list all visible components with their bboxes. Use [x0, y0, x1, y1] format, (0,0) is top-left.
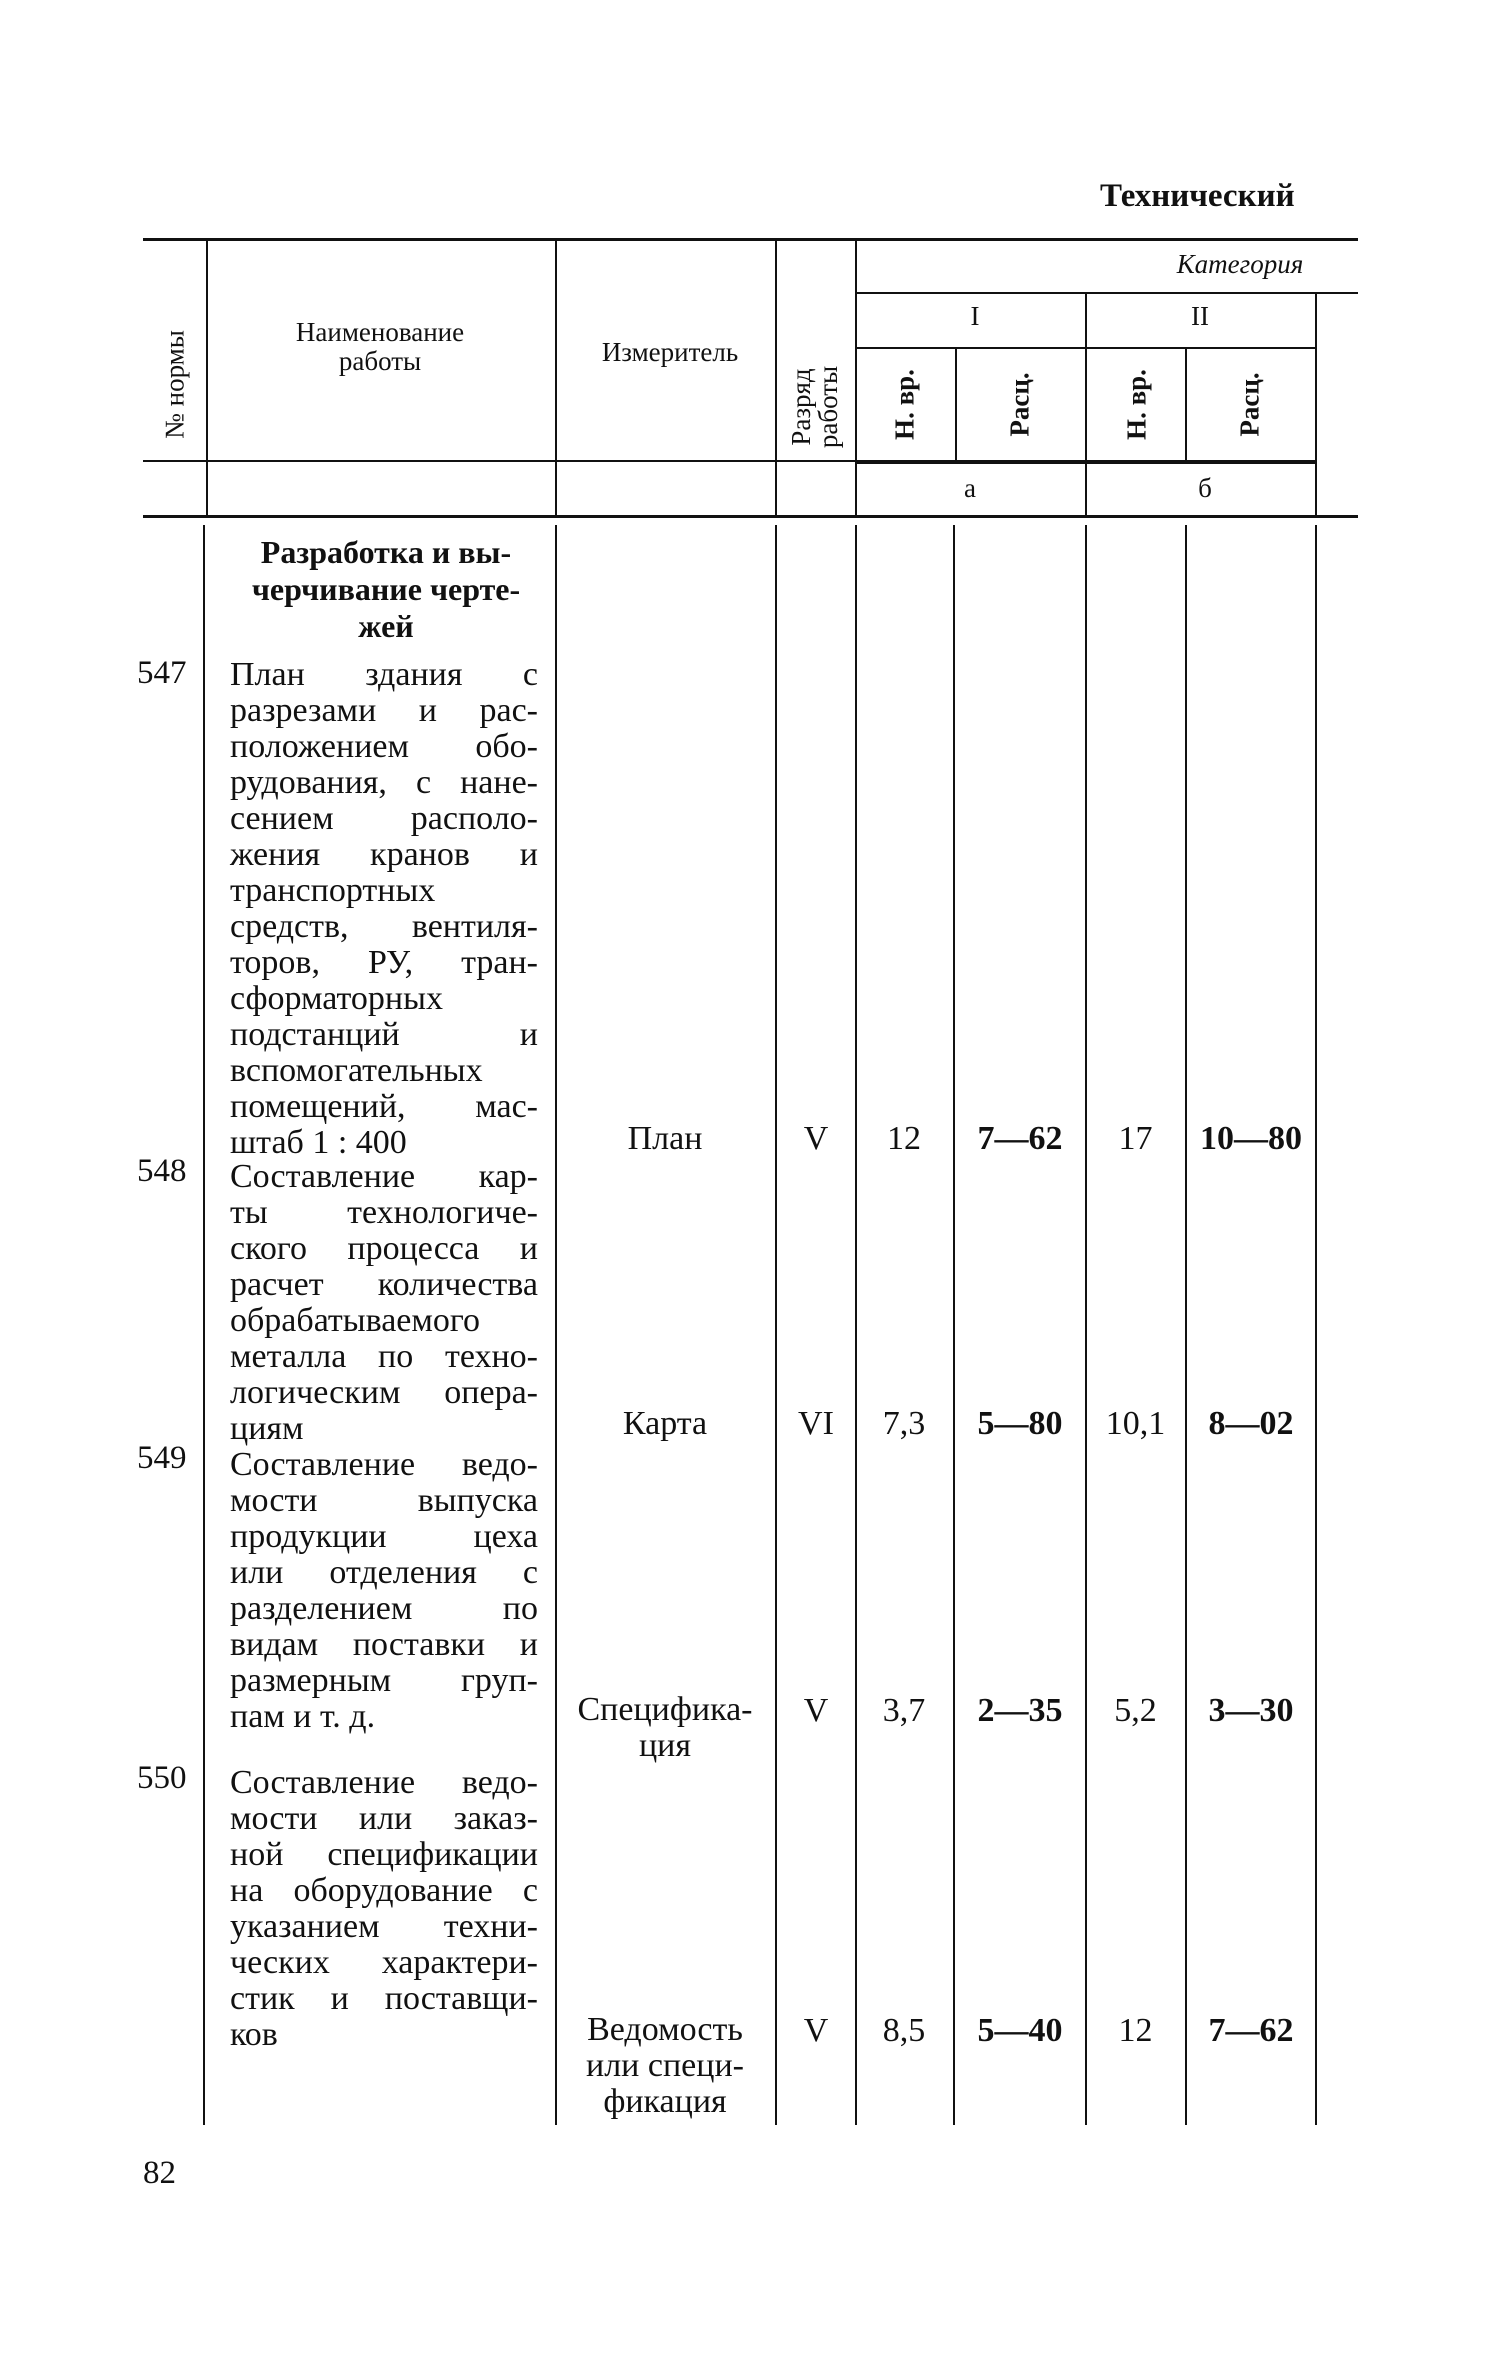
desc-line: транспортных	[230, 872, 436, 909]
unit-line: Ведомость	[587, 2011, 743, 2048]
row-description	[230, 657, 538, 1161]
desc-line: Составление ведо-	[230, 1446, 538, 1483]
section-title-line: Разработка и вы-	[260, 534, 512, 570]
desc-line: на оборудование с	[230, 1872, 538, 1909]
desc-line: ческих характери-	[230, 1944, 538, 1981]
desc-line: положением обо-	[230, 728, 538, 765]
desc-line: видам поставки и	[230, 1626, 538, 1663]
page-number: 82	[143, 2155, 176, 2191]
unit-line: ция	[638, 1727, 692, 1764]
desc-line: жения кранов и	[230, 836, 538, 873]
cell-rate-1: 5—80	[977, 1405, 1063, 1442]
row-description	[230, 1765, 538, 2053]
vline-h-3	[775, 241, 777, 515]
section-title	[236, 534, 536, 645]
table-top-rule	[143, 238, 1358, 241]
cell-grade: VI	[798, 1405, 834, 1442]
vline-h-8	[1185, 349, 1187, 460]
cell-time-2: 5,2	[1114, 1692, 1157, 1729]
desc-line: указанием техни-	[230, 1908, 538, 1945]
cell-unit	[560, 1692, 770, 1764]
section-title-line: жей	[358, 608, 414, 644]
desc-line: торов, РУ, тран-	[230, 944, 538, 981]
cell-rate-2: 3—30	[1208, 1692, 1294, 1729]
desc-line: рудования, с нане-	[230, 764, 538, 801]
page-header-title: Технический	[1100, 178, 1295, 214]
desc-line: металла по техно-	[230, 1338, 538, 1375]
unit-line: Специфика-	[577, 1691, 753, 1728]
desc-line: циям	[230, 1410, 304, 1447]
header-sub-b: б	[1198, 473, 1212, 503]
unit-line: фикация	[603, 2083, 727, 2120]
vline-h-6	[1315, 294, 1317, 515]
category-rule	[855, 292, 1358, 294]
header-cat2: II	[1191, 301, 1209, 331]
desc-line: логическим опера-	[230, 1374, 538, 1411]
cell-rate-2: 8—02	[1208, 1405, 1294, 1442]
desc-line: мости выпуска	[230, 1482, 538, 1519]
desc-line: ков	[230, 2016, 278, 2053]
cell-unit: Карта	[622, 1405, 708, 1442]
desc-line: ты технологиче-	[230, 1194, 538, 1231]
vline-h-4	[855, 241, 857, 515]
cell-unit	[560, 2012, 770, 2120]
header-time-2: Н. вр.	[1121, 369, 1152, 440]
desc-line: вспомогательных	[230, 1052, 483, 1089]
section-title-line: черчивание черте-	[251, 571, 521, 607]
desc-line: стик и поставщи-	[230, 1980, 538, 2017]
cell-grade: V	[803, 2012, 829, 2049]
desc-line: продукции цеха	[230, 1518, 538, 1555]
header-category: Категория	[1176, 249, 1304, 279]
header-grade: Разряд работы	[786, 365, 843, 449]
vline-b-6	[1085, 525, 1087, 2125]
vline-b-3	[775, 525, 777, 2125]
header-sub-a: а	[964, 473, 976, 503]
desc-line: разрезами и рас-	[230, 692, 538, 729]
cell-time-1: 12	[887, 1120, 921, 1157]
vline-b-4	[855, 525, 857, 2125]
desc-line: мости или заказ-	[230, 1800, 538, 1837]
cell-rate-2: 10—80	[1200, 1120, 1302, 1157]
header-time-1: Н. вр.	[889, 369, 920, 440]
desc-line: разделением по	[230, 1590, 538, 1627]
vline-b-1	[203, 525, 205, 2125]
desc-line: штаб 1 : 400	[230, 1124, 407, 1161]
row-number: 549	[137, 1440, 187, 1476]
row-number: 550	[137, 1760, 187, 1796]
vline-b-2	[555, 525, 557, 2125]
vline-h-2	[555, 241, 557, 515]
vline-h-7	[955, 349, 957, 460]
desc-line: подстанций и	[230, 1016, 538, 1053]
desc-line: ной спецификации	[230, 1836, 538, 1873]
row-number: 547	[137, 655, 187, 691]
desc-line: помещений, мас-	[230, 1088, 538, 1125]
cell-grade: V	[803, 1120, 829, 1157]
row-description	[230, 1159, 538, 1447]
vline-h-1	[206, 241, 208, 515]
body-top-rule	[143, 515, 1358, 518]
desc-line: средств, вентиля-	[230, 908, 538, 945]
vline-h-5	[1085, 294, 1087, 515]
desc-line: сформаторных	[230, 980, 443, 1017]
cell-rate-1: 5—40	[977, 2012, 1063, 2049]
cell-rate-1: 7—62	[977, 1120, 1063, 1157]
desc-line: ского процесса и	[230, 1230, 538, 1267]
cell-unit: План	[627, 1120, 703, 1157]
vline-b-7	[1185, 525, 1187, 2125]
header-unit: Измеритель	[601, 337, 739, 367]
cell-rate-1: 2—35	[977, 1692, 1063, 1729]
cell-time-1: 3,7	[882, 1692, 926, 1729]
vline-b-8	[1315, 525, 1317, 2125]
desc-line: пам и т. д.	[230, 1698, 376, 1735]
header-cat1: I	[970, 301, 980, 331]
cell-time-1: 8,5	[882, 2012, 926, 2049]
desc-line: размерным груп-	[230, 1662, 538, 1699]
vline-b-5	[953, 525, 955, 2125]
cell-time-2: 17	[1118, 1120, 1153, 1157]
cell-time-1: 7,3	[882, 1405, 926, 1442]
cell-rate-2: 7—62	[1208, 2012, 1294, 2049]
header-rate-2: Расц.	[1234, 372, 1265, 437]
row-number: 548	[137, 1153, 187, 1189]
desc-line: обрабатываемого	[230, 1302, 481, 1339]
cell-time-2: 10,1	[1105, 1405, 1166, 1442]
desc-line: сением располо-	[230, 800, 538, 837]
desc-line: Составление ведо-	[230, 1764, 538, 1801]
desc-line: План здания с	[230, 656, 538, 693]
cell-time-2: 12	[1118, 2012, 1153, 2049]
header-rate-1: Расц.	[1004, 372, 1035, 437]
cell-grade: V	[803, 1692, 829, 1729]
unit-line: или специ-	[586, 2047, 744, 2084]
desc-line: Составление кар-	[230, 1158, 538, 1195]
row-description	[230, 1447, 538, 1735]
desc-line: расчет количества	[230, 1266, 538, 1303]
header-norm-no: № нормы	[159, 330, 190, 439]
header-work-name: Наименование работы	[295, 317, 465, 376]
desc-line: или отделения с	[230, 1554, 538, 1591]
